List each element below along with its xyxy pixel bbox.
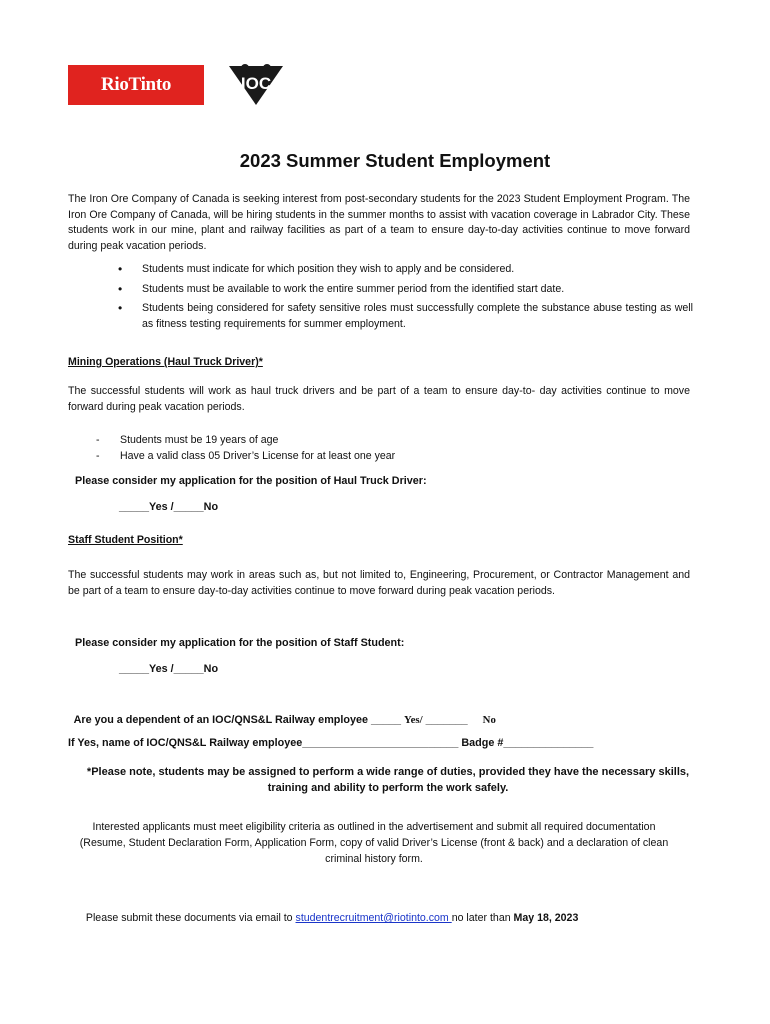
- intro-paragraph: The Iron Ore Company of Canada is seeking interest from post-secondary students for the 2023 Student Employment Program. The Iron Ore Company of Canada, will be hiring students in the summer months to assist with vacation coverage in Labrador City. These students work in our mine, plant and railway facilities as part of a team to ensure day-to-day activities continue to move forward during peak vacation periods.: [68, 193, 690, 252]
- list-item: • Students being considered for safety sensitive roles must successfully complete the substance abuse testing as well as fitness testing requirements for summer employment.: [118, 301, 693, 332]
- requirements-list: [118, 262, 693, 336]
- riotinto-logo-text: RioTinto: [100, 74, 172, 95]
- list-item: - Students must be 19 years of age: [96, 432, 696, 448]
- dependent-yes: Yes/: [404, 714, 423, 726]
- email-link[interactable]: studentrecruitment@riotinto.com: [295, 912, 452, 924]
- ioc-logo-icon: [227, 64, 285, 106]
- ioc-logo-text: IOC: [240, 74, 272, 93]
- deadline-date: May 18, 2023: [513, 912, 579, 924]
- submit-prefix: Please submit these documents via email to: [85, 912, 296, 924]
- staff-heading: Staff Student Position*: [68, 534, 183, 546]
- mining-description: The successful students will work as haul truck drivers and be part of a team to ensure day-to- day activities continue to move forward during peak vacation periods.: [68, 385, 690, 413]
- mining-heading: Mining Operations (Haul Truck Driver)*: [68, 356, 263, 368]
- mining-consider-text: Please consider my application for the position of Haul Truck Driver:: [75, 475, 427, 487]
- ioc-logo: [227, 64, 285, 106]
- dependent-question[interactable]: [68, 702, 496, 726]
- dependent-question-text: Are you a dependent of an IOC/QNS&L Railway employee _____: [73, 714, 405, 726]
- eligibility-paragraph: Interested applicants must meet eligibility criteria as outlined in the advertisement and submit all required documentation (Resume, Student Declaration Form, Application Form, copy of valid Driver’s License (front & back) and a declaration of clean criminal history form.: [79, 821, 669, 865]
- mining-requirements: [96, 432, 696, 464]
- list-item: - Have a valid class 05 Driver’s License for at least one year: [96, 448, 696, 464]
- dependent-no: No: [482, 714, 496, 726]
- duties-note: *Please note, students may be assigned to perform a wide range of duties, provided they have the necessary skills, training and ability to perform the work safely.: [86, 766, 690, 794]
- list-item: • Students must be available to work the entire summer period from the identified start date.: [118, 282, 693, 298]
- submit-line: [80, 894, 578, 926]
- dependent-blank: _______: [422, 714, 483, 726]
- staff-consider-text: Please consider my application for the position of Staff Student:: [75, 637, 405, 649]
- staff-description: The successful students may work in areas such as, but not limited to, Engineering, Procurement, or Contractor Management and be part of a team to ensure day-to-day activities continue to move forward during peak vacation periods.: [68, 569, 690, 597]
- mining-yes-no-field[interactable]: _____Yes /_____No: [119, 501, 219, 513]
- submit-middle: no later than: [451, 912, 514, 924]
- page-title: 2023 Summer Student Employment: [239, 150, 551, 171]
- riotinto-logo: [68, 65, 204, 105]
- list-item: • Students must indicate for which position they wish to apply and be considered.: [118, 262, 693, 278]
- employee-name-field[interactable]: If Yes, name of IOC/QNS&L Railway employee__________________________ Badge #_______________: [68, 737, 594, 749]
- staff-yes-no-field[interactable]: _____Yes /_____No: [119, 663, 219, 675]
